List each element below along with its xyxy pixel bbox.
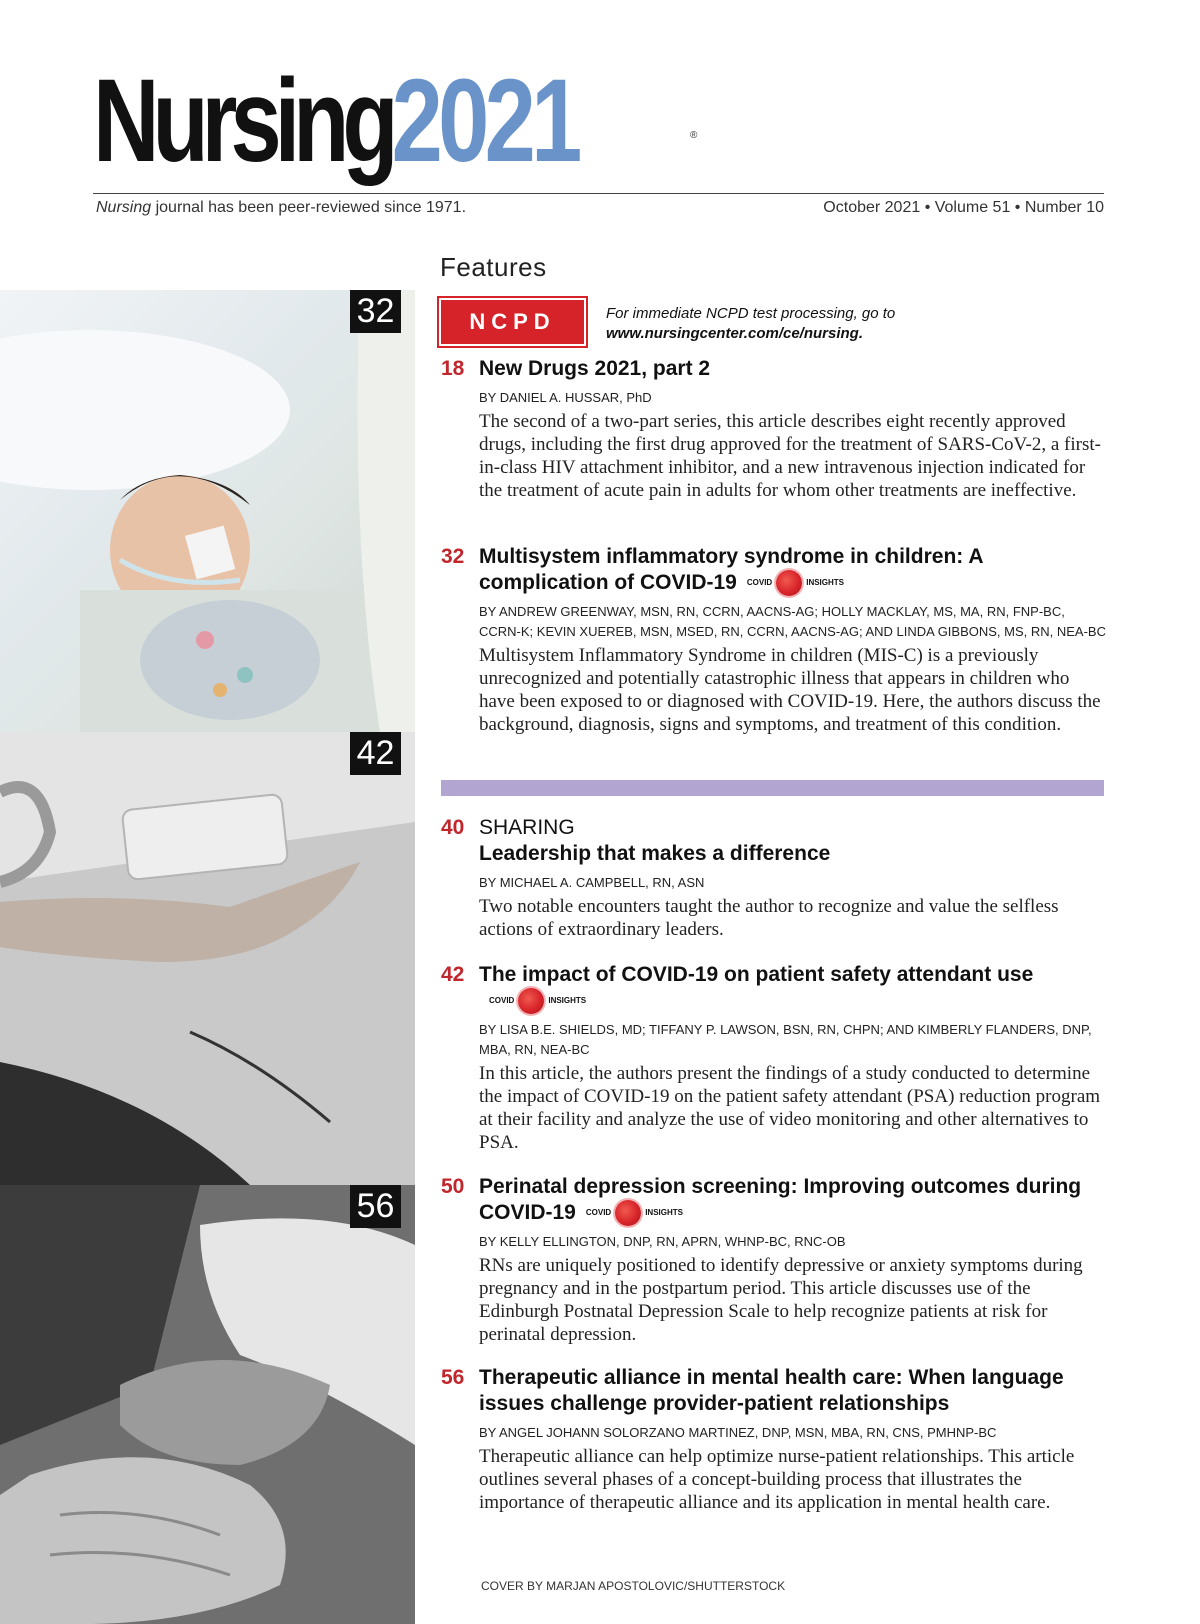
article-title[interactable]: Leadership that makes a difference xyxy=(479,842,831,865)
article-header xyxy=(441,962,1106,1014)
photo-holding-hands xyxy=(0,1185,415,1624)
covid-tag-left: COVID xyxy=(489,996,515,1006)
masthead xyxy=(93,55,698,192)
photo-elderly-hand xyxy=(0,732,415,1185)
article-header xyxy=(441,356,1106,382)
article-title[interactable]: Perinatal depression screening: Improving outcomes during COVID-19 xyxy=(479,1175,1082,1224)
photo-sleeping-child xyxy=(0,290,415,732)
photo-page-number: 32 xyxy=(350,290,401,333)
article-page-number: 56 xyxy=(441,1366,465,1389)
virus-icon xyxy=(615,1200,641,1226)
toc-article[interactable] xyxy=(441,815,1106,941)
photo-page-number: 42 xyxy=(350,732,401,775)
article-title-wrap xyxy=(479,1174,1106,1226)
article-title-wrap xyxy=(479,544,1106,596)
article-byline: BY MICHAEL A. CAMPBELL, RN, ASN xyxy=(479,875,705,890)
article-title[interactable]: The impact of COVID-19 on patient safety attendant use xyxy=(479,963,1034,986)
article-byline: BY ANDREW GREENWAY, MSN, RN, CCRN, AACNS-AG; HOLLY MACKLAY, MS, MA, RN, FNP-BC, CCRN-K; KEVIN XUEREB, MSN, MSED, RN, CCRN, AACNS-AG; AND LINDA GIBBONS, MS, RN, NEA-BC xyxy=(479,604,1106,640)
covid-insights-tag xyxy=(747,570,844,596)
article-description: The second of a two-part series, this article describes eight recently approved drugs, including the first drug approved for the treatment of SARS-CoV-2, a first-in-class HIV attachment inhibitor, and a new intravenous injection indicated for the treatment of acute pain in adults for whom other treatments are ineffective. xyxy=(479,411,1101,501)
article-page-number: 42 xyxy=(441,963,465,986)
journal-logo xyxy=(93,55,578,187)
article-page-number: 50 xyxy=(441,1175,465,1198)
tagline xyxy=(96,199,466,217)
article-header xyxy=(441,1174,1106,1226)
issue-info: October 2021 • Volume 51 • Number 10 xyxy=(823,199,1104,216)
covid-insights-tag xyxy=(586,1200,683,1226)
article-header xyxy=(441,841,1106,867)
photo-hands-illustration xyxy=(0,1185,415,1624)
ncpd-note xyxy=(606,304,895,344)
covid-tag-right: INSIGHTS xyxy=(806,578,844,588)
article-description: In this article, the authors present the findings of a study conducted to determine the impact of COVID-19 on the patient safety attendant (PSA) reduction program at their facility and analyze the use of video monitoring and other alternatives to PSA. xyxy=(479,1063,1101,1154)
toc-article[interactable] xyxy=(441,356,1106,502)
article-byline: BY KELLY ELLINGTON, DNP, RN, APRN, WHNP-BC, RNC-OB xyxy=(479,1234,846,1250)
article-description: Multisystem Inflammatory Syndrome in children (MIS-C) is a previously unrecognized and potentially catastrophic illness that appears in children who have been exposed to or diagnosed with COVID-19. Here, the authors discuss the background, diagnosis, signs and symptoms, and treatment of this condition. xyxy=(479,645,1101,736)
toc-article[interactable] xyxy=(441,544,1106,736)
section-divider xyxy=(441,780,1104,796)
article-header xyxy=(441,544,1106,596)
article-title[interactable]: Therapeutic alliance in mental health care: When language issues challenge provider-patient relationships xyxy=(479,1366,1064,1415)
photo-page-number: 56 xyxy=(350,1185,401,1228)
article-description: Therapeutic alliance can help optimize nurse-patient relationships. This article outlines several phases of a concept-building process that illustrates the importance of therapeutic alliance and its application in mental health care. xyxy=(479,1446,1075,1513)
article-title[interactable]: New Drugs 2021, part 2 xyxy=(479,357,711,380)
toc-article[interactable] xyxy=(441,1174,1106,1346)
covid-insights-tag xyxy=(489,988,586,1014)
covid-tag-right: INSIGHTS xyxy=(645,1208,683,1218)
article-title[interactable]: Multisystem inflammatory syndrome in children: A complication of COVID-19 xyxy=(479,545,983,594)
article-page-number: 18 xyxy=(441,357,465,380)
covid-tag-right: INSIGHTS xyxy=(548,996,587,1006)
cover-credit: COVER BY MARJAN APOSTOLOVIC/SHUTTERSTOCK xyxy=(481,1579,786,1593)
tagline-text: journal has been peer-reviewed since 1971. xyxy=(151,199,467,216)
article-header xyxy=(441,815,1106,841)
article-byline: BY DANIEL A. HUSSAR, PhD xyxy=(479,390,652,405)
toc-article[interactable] xyxy=(441,1365,1106,1514)
virus-icon xyxy=(776,570,802,596)
tagline-journal-name: Nursing xyxy=(96,199,152,216)
photo-hand-illustration xyxy=(0,732,415,1185)
article-byline: BY LISA B.E. SHIELDS, MD; TIFFANY P. LAWSON, BSN, RN, CHPN; AND KIMBERLY FLANDERS, DNP, MBA, RN, NEA-BC xyxy=(479,1022,1092,1058)
features-heading: Features xyxy=(440,252,547,282)
ncpd-url-link[interactable]: www.nursingcenter.com/ce/nursing. xyxy=(606,325,863,342)
covid-tag-left: COVID xyxy=(746,578,773,588)
article-description: RNs are uniquely positioned to identify depressive or anxiety symptoms during pregnancy and in the postpartum period. This article discusses use of the Edinburgh Postnatal Depression Scale to help recognize patients at risk for perinatal depression. xyxy=(479,1255,1083,1346)
article-page-number: 32 xyxy=(441,545,465,568)
toc-article[interactable] xyxy=(441,962,1106,1154)
registered-mark: ® xyxy=(690,130,698,141)
covid-tag-left: COVID xyxy=(585,1208,612,1218)
article-description: Two notable encounters taught the author to recognize and value the selfless actions of extraordinary leaders. xyxy=(479,896,1059,940)
logo-year: 2021 xyxy=(391,55,578,187)
virus-icon xyxy=(518,988,544,1014)
ncpd-badge: NCPD xyxy=(441,300,584,344)
article-title-wrap xyxy=(479,962,1106,1014)
article-header xyxy=(441,1365,1106,1417)
article-page-number: 40 xyxy=(441,816,465,839)
photo-child-illustration xyxy=(0,290,415,732)
article-department: SHARING xyxy=(479,816,575,839)
logo-brand: Nursing xyxy=(93,55,392,187)
masthead-rule xyxy=(93,193,1104,194)
ncpd-note-line: For immediate NCPD test processing, go to xyxy=(606,305,896,322)
article-byline: BY ANGEL JOHANN SOLORZANO MARTINEZ, DNP, MSN, MBA, RN, CNS, PMHNP-BC xyxy=(479,1425,997,1440)
